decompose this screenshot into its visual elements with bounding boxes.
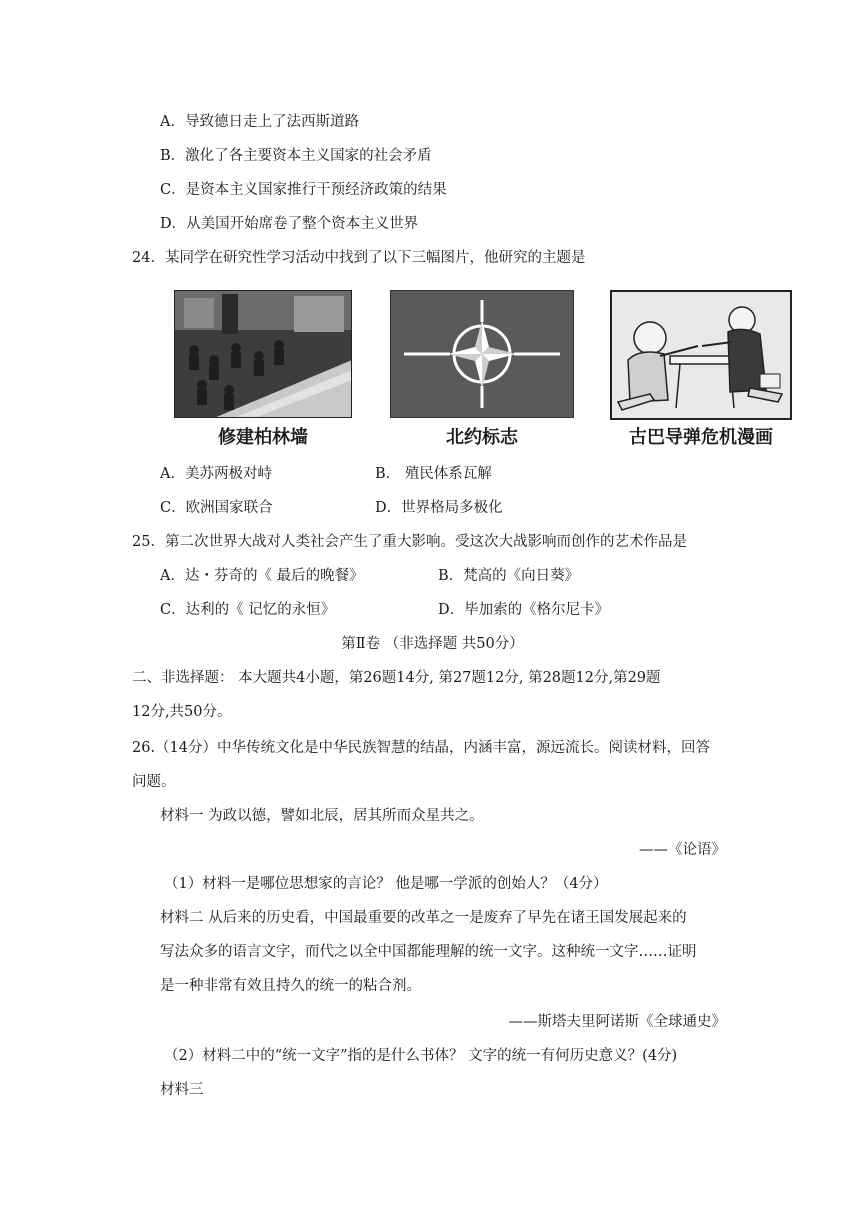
q24-option-c: C．欧洲国家联合 [160,500,273,516]
berlin-wall-photo [174,290,352,418]
q24-stem: 24．某同学在研究性学习活动中找到了以下三幅图片，他研究的主题是 [132,250,586,266]
q24-option-d: D．世界格局多极化 [375,500,503,516]
q25-option-a: A．达・芬奇的《 最后的晚餐》 [160,568,364,584]
q23-option-b: B．激化了各主要资本主义国家的社会矛盾 [160,148,432,164]
section-2-title: 第Ⅱ卷 （非选择题 共50分） [341,636,524,652]
q23-option-a: A．导致德日走上了法西斯道路 [160,114,359,130]
q23-option-c: C．是资本主义国家推行干预经济政策的结果 [160,182,447,198]
q26-subquestion2: （2）材料二中的“统一文字”指的是什么书体？ 文字的统一有何历史意义？(4分) [164,1048,678,1064]
q26-material2-line2: 写法众多的语言文字，而代之以全中国都能理解的统一文字。这种统一文字……证明 [160,944,697,960]
q26-stem-line2: 问题。 [132,774,176,790]
q25-option-b: B．梵高的《向日葵》 [438,568,580,584]
q26-material2-line1: 材料二 从后来的历史看，中国最重要的改革之一是废弃了早先在诸王国发展起来的 [160,910,687,926]
q26-material1: 材料一 为政以德，譬如北辰，居其所而众星共之。 [160,808,484,824]
q24-option-a: A．美苏两极对峙 [160,466,272,482]
q26-material2-line3: 是一种非常有效且持久的统一的粘合剂。 [160,978,421,994]
q26-source2: ——斯塔夫里阿诺斯《全球通史》 [508,1014,726,1030]
section-2-heading-line1: 二、非选择题： 本大题共4小题，第26题14分, 第27题12分, 第28题12分,第29题 [132,670,661,686]
cuban-missile-cartoon [610,290,792,420]
q25-stem: 25．第二次世界大战对人类社会产生了重大影响。受这次大战影响而创作的艺术作品是 [132,534,687,550]
nato-logo-caption: 北约标志 [446,427,518,448]
berlin-wall-caption: 修建柏林墙 [218,427,308,448]
q26-source1: ——《论语》 [639,842,726,858]
section-2-heading-line2: 12分,共50分。 [132,704,232,720]
q26-subquestion1: （1）材料一是哪位思想家的言论？ 他是哪一学派的创始人？（4分） [164,876,608,892]
q26-stem-line1: 26.（14分）中华传统文化是中华民族智慧的结晶，内涵丰富，源远流长。阅读材料，回答 [132,740,711,756]
q25-option-d: D．毕加索的《格尔尼卡》 [438,602,610,618]
q23-option-d: D．从美国开始席卷了整个资本主义世界 [160,216,419,232]
nato-logo-image [390,290,574,418]
q26-material3: 材料三 [160,1082,204,1098]
q25-option-c: C．达利的《 记忆的永恒》 [160,602,336,618]
cartoon-caption: 古巴导弹危机漫画 [629,427,773,448]
q24-option-b: B． 殖民体系瓦解 [375,466,492,482]
